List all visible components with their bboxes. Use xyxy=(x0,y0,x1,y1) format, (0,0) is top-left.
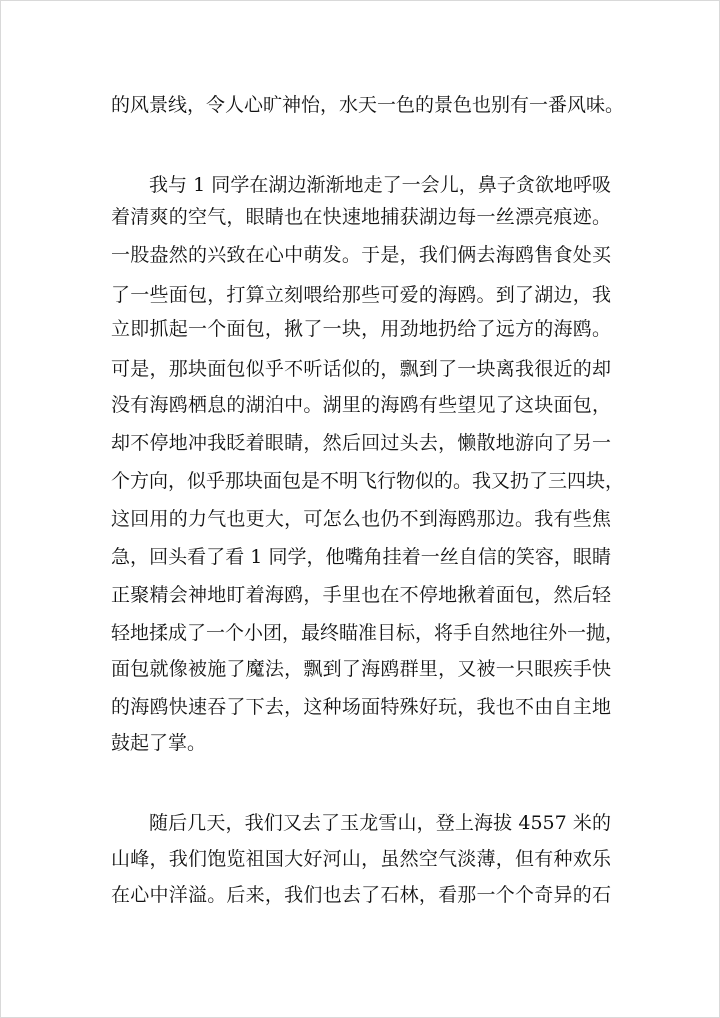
paragraph-2-line-5: 立即抓起一个面包，揪了一块，用劲地扔给了远方的海鸥。 xyxy=(111,318,611,340)
paragraph-3-line-3: 在心中洋溢。后来，我们也去了石林，看那一个个奇异的石 xyxy=(111,884,611,906)
paragraph-2-line-7: 没有海鸥栖息的湖泊中。湖里的海鸥有些望见了这块面包， xyxy=(111,394,611,416)
paragraph-2-line-11: 急，回头看了看 1 同学，他嘴角挂着一丝自信的笑容，眼睛 xyxy=(111,546,611,568)
paragraph-3-line-2: 山峰，我们饱览祖国大好河山，虽然空气淡薄，但有种欢乐 xyxy=(111,848,611,870)
paragraph-2-line-2: 着清爽的空气，眼睛也在快速地捕获湖边每一丝漂亮痕迹。 xyxy=(111,206,611,228)
paragraph-2-line-14: 面包就像被施了魔法，飘到了海鸥群里，又被一只眼疾手快 xyxy=(111,658,611,680)
paragraph-2-line-10: 这回用的力气也更大，可怎么也仍不到海鸥那边。我有些焦 xyxy=(111,508,611,530)
paragraph-2-line-6: 可是，那块面包似乎不听话似的，飘到了一块离我很近的却 xyxy=(111,358,611,380)
paragraph-2-line-12: 正聚精会神地盯着海鸥，手里也在不停地揪着面包，然后轻 xyxy=(111,584,611,606)
paragraph-2-line-16: 鼓起了掌。 xyxy=(111,732,207,754)
paragraph-2-line-9: 个方向，似乎那块面包是不明飞行物似的。我又扔了三四块， xyxy=(111,470,625,492)
paragraph-2-line-4: 了一些面包，打算立刻喂给那些可爱的海鸥。到了湖边，我 xyxy=(111,284,611,306)
paragraph-2-line-1: 我与 1 同学在湖边渐渐地走了一会儿，鼻子贪欲地呼吸 xyxy=(149,174,611,196)
paragraph-2-line-15: 的海鸥快速吞了下去，这种场面特殊好玩，我也不由自主地 xyxy=(111,696,611,718)
paragraph-2-line-8: 却不停地冲我眨着眼睛，然后回过头去，懒散地游向了另一 xyxy=(111,432,611,454)
paragraph-1-line-1: 的风景线，令人心旷神怡，水天一色的景色也别有一番风味。 xyxy=(111,94,625,116)
paragraph-3-line-1: 随后几天，我们又去了玉龙雪山，登上海拔 4557 米的 xyxy=(149,812,611,834)
paragraph-2-line-13: 轻地揉成了一个小团，最终瞄准目标，将手自然地往外一抛， xyxy=(111,622,625,644)
paragraph-2-line-3: 一股盎然的兴致在心中萌发。于是，我们俩去海鸥售食处买 xyxy=(111,244,611,266)
